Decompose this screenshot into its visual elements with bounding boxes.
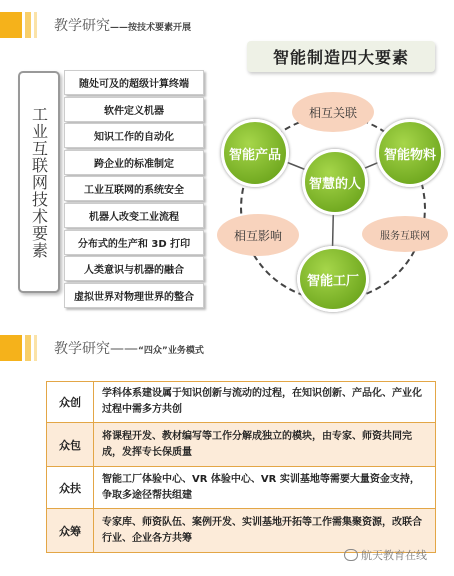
- header-bar-decoration: [25, 335, 31, 361]
- header-bar-decoration: [0, 335, 22, 361]
- table-cell-value: 智能工厂体验中心、VR 体验中心、VR 实训基地等需要大量资金支持，争取多途径帮扶组建: [94, 467, 436, 509]
- table-cell-key: 众筹: [47, 509, 94, 553]
- tech-elements-label: 工业互联网技术要素: [29, 105, 49, 259]
- section1-title-sub: ——按技术要素开展: [110, 23, 192, 33]
- table-cell-value: 专家库、师资队伍、案例开发、实训基地开拓等工作需集聚资源，改联合行业、企业各方共筹: [94, 509, 436, 553]
- node-smart-factory: 智能工厂: [297, 246, 369, 312]
- table-cell-key: 众包: [47, 423, 94, 467]
- table-cell-key: 众创: [47, 382, 94, 423]
- node-smart-product: 智能产品: [221, 119, 289, 187]
- list-item: 跨企业的标准制定: [64, 150, 204, 175]
- table-cell-value: 学科体系建设属于知识创新与流动的过程，在知识创新、产品化、产业化过程中需多方共创: [94, 382, 436, 423]
- node-mutual-influence: 相互影响: [217, 214, 299, 256]
- wechat-icon: [344, 549, 358, 561]
- table-row: [47, 509, 436, 553]
- header-bar-decoration: [34, 335, 37, 361]
- list-item: 人类意识与机器的融合: [64, 256, 204, 281]
- watermark-text: 航天教育在线: [361, 549, 427, 562]
- node-smart-person: 智慧的人: [302, 149, 368, 215]
- list-item: 随处可及的超级计算终端: [64, 70, 204, 95]
- node-service-internet: 服务互联网: [362, 216, 448, 252]
- table-row: [47, 467, 436, 509]
- list-item: 工业互联网的系统安全: [64, 176, 204, 201]
- list-item: 知识工作的自动化: [64, 123, 204, 148]
- section2-title: [54, 338, 204, 358]
- section2-title-sub: “四众”业务模式: [138, 346, 204, 356]
- list-item: 分布式的生产和 3D 打印: [64, 230, 204, 255]
- four-crowd-table: [46, 381, 436, 553]
- diagram-title: 智能制造四大要素: [247, 41, 435, 72]
- watermark: [344, 547, 427, 563]
- section1-title-main: 教学研究: [54, 18, 110, 34]
- node-mutual-association: 相互关联: [292, 92, 374, 132]
- table-row: [47, 423, 436, 467]
- section2-title-main: 教学研究——: [54, 341, 138, 357]
- node-smart-material: 智能物料: [376, 119, 444, 187]
- table-row: [47, 382, 436, 423]
- table-cell-key: 众扶: [47, 467, 94, 509]
- list-item: 虚拟世界对物理世界的整合: [64, 283, 204, 308]
- list-item: 软件定义机器: [64, 97, 204, 122]
- list-item: 机器人改变工业流程: [64, 203, 204, 228]
- table-cell-value: 将课程开发、教材编写等工作分解成独立的模块，由专家、师资共同完成，发挥专长保质量: [94, 423, 436, 467]
